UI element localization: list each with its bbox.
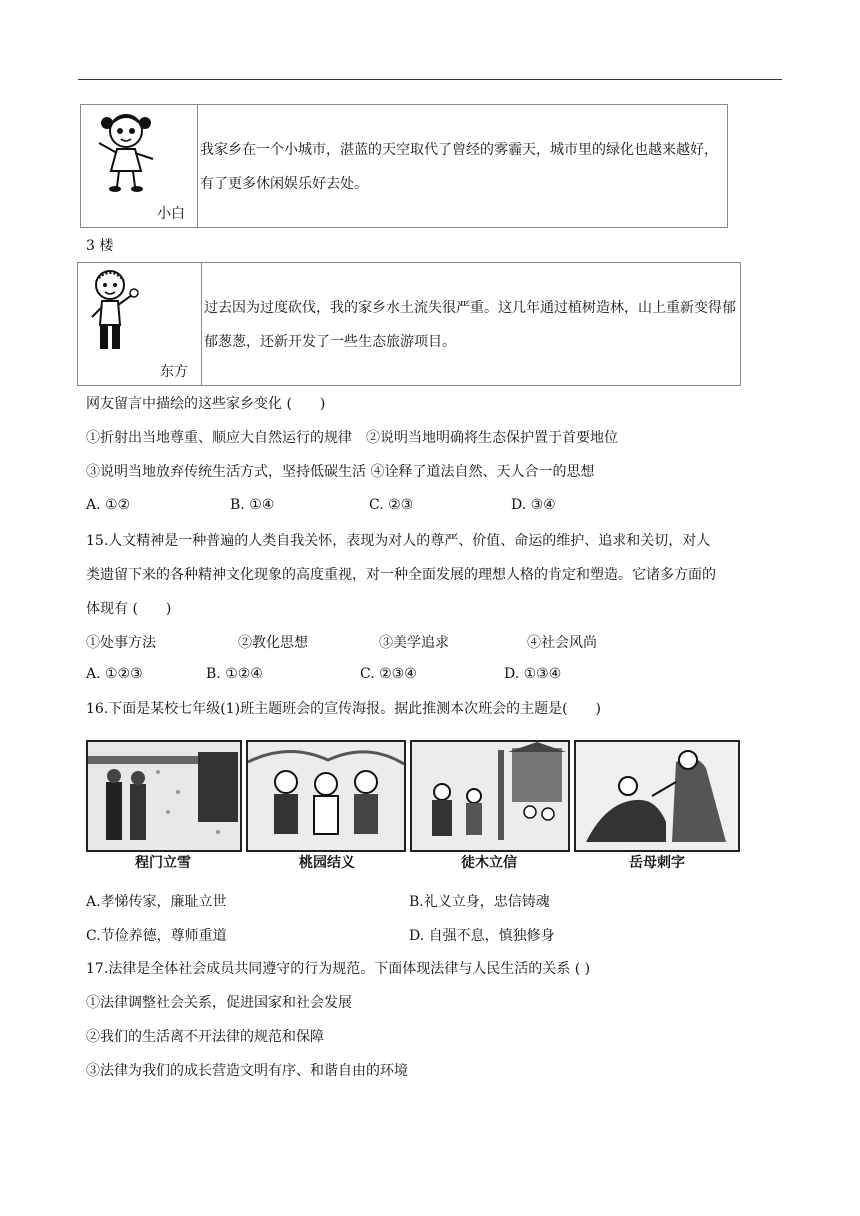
mother-writing-icon [576, 742, 738, 850]
q15-option-a[interactable]: A. ①②③ [86, 666, 143, 682]
q14-option-d[interactable]: D. ③④ [511, 497, 556, 513]
comment-table-xiaobai [80, 104, 728, 228]
q17-statement-3: ③法律为我们的成长营造文明有序、和谐自由的环境 [86, 1063, 408, 1079]
poster-caption-2: 桃园结义 [299, 855, 355, 871]
q14-option-a[interactable]: A. ①② [86, 497, 131, 513]
poster-panel-chengmen [86, 740, 242, 852]
comment-text: 过去因为过度砍伐，我的家乡水土流失很严重。这几年通过植树造林，山上重新变得郁郁葱葱，还新开发了一些生态旅游项目。 [204, 300, 736, 350]
q14-stem: 网友留言中描绘的这些家乡变化 ( ) [86, 396, 326, 412]
commenter-name: 东方 [160, 364, 188, 380]
q17-stem: 17.法律是全体社会成员共同遵守的行为规范。下面体现法律与人民生活的关系 ( ) [86, 961, 591, 977]
q15-item-2: ②教化思想 [238, 635, 308, 651]
poster-caption-4: 岳母刺字 [629, 855, 685, 871]
poster-caption-1: 程门立雪 [135, 855, 191, 871]
q15-option-c[interactable]: C. ②③④ [360, 666, 417, 682]
boy-cartoon-icon [84, 267, 140, 355]
poster-panel-yuemu [574, 740, 740, 852]
girl-cartoon-icon [91, 109, 161, 195]
q17-statement-2: ②我们的生活离不开法律的规范和保障 [86, 1029, 324, 1045]
floor-label: 3 楼 [86, 238, 114, 254]
comment-text: 我家乡在一个小城市，湛蓝的天空取代了曾经的雾霾天，城市里的绿化也越来越好，有了更多休闲娱乐好去处。 [200, 142, 718, 192]
q15-item-3: ③美学追求 [379, 635, 449, 651]
q14-statement-2: ③说明当地放弃传统生活方式，坚持低碳生活 ④诠释了道法自然、天人合一的思想 [86, 464, 595, 480]
q15-stem-line-2: 类遗留下来的各种精神文化现象的高度重视，对一种全面发展的理想人格的肯定和塑造。它诸多方面的 [86, 567, 716, 583]
q16-option-a[interactable]: A.孝悌传家，廉耻立世 [86, 894, 227, 910]
q16-option-c[interactable]: C.节俭养德，尊师重道 [86, 928, 227, 944]
q15-stem-line-1: 15.人文精神是一种普遍的人类自我关怀，表现为对人的尊严、价值、命运的维护、追求和关切，对人 [86, 533, 711, 549]
q14-option-c[interactable]: C. ②③ [369, 497, 414, 513]
comment-table-dongfang [77, 262, 741, 386]
q14-statement-1: ①折射出当地尊重、顺应大自然运行的规律 ②说明当地明确将生态保护置于首要地位 [86, 430, 618, 446]
q15-item-1: ①处事方法 [86, 635, 156, 651]
q16-option-d[interactable]: D. 自强不息，慎独修身 [409, 928, 555, 944]
three-figures-icon [248, 742, 404, 850]
q16-stem: 16.下面是某校七年级(1)班主题班会的宣传海报。据此推测本次班会的主题是( ) [86, 701, 602, 717]
city-gate-scene-icon [412, 742, 568, 850]
snow-scene-icon [88, 742, 240, 850]
commenter-name: 小白 [157, 206, 185, 222]
poster-caption-3: 徒木立信 [461, 855, 517, 871]
q16-option-b[interactable]: B.礼义立身，忠信铸魂 [409, 894, 550, 910]
table-divider [197, 105, 198, 227]
q15-item-4: ④社会风尚 [527, 635, 597, 651]
q17-statement-1: ①法律调整社会关系，促进国家和社会发展 [86, 995, 352, 1011]
table-divider [201, 263, 202, 385]
header-rule [78, 79, 782, 80]
q14-option-b[interactable]: B. ①④ [230, 497, 275, 513]
q15-option-d[interactable]: D. ①③④ [504, 666, 562, 682]
q15-option-b[interactable]: B. ①②④ [206, 666, 263, 682]
poster-panel-xumu [410, 740, 570, 852]
q15-stem-line-3: 体现有 ( ) [86, 601, 172, 617]
poster-panel-taoyuan [246, 740, 406, 852]
